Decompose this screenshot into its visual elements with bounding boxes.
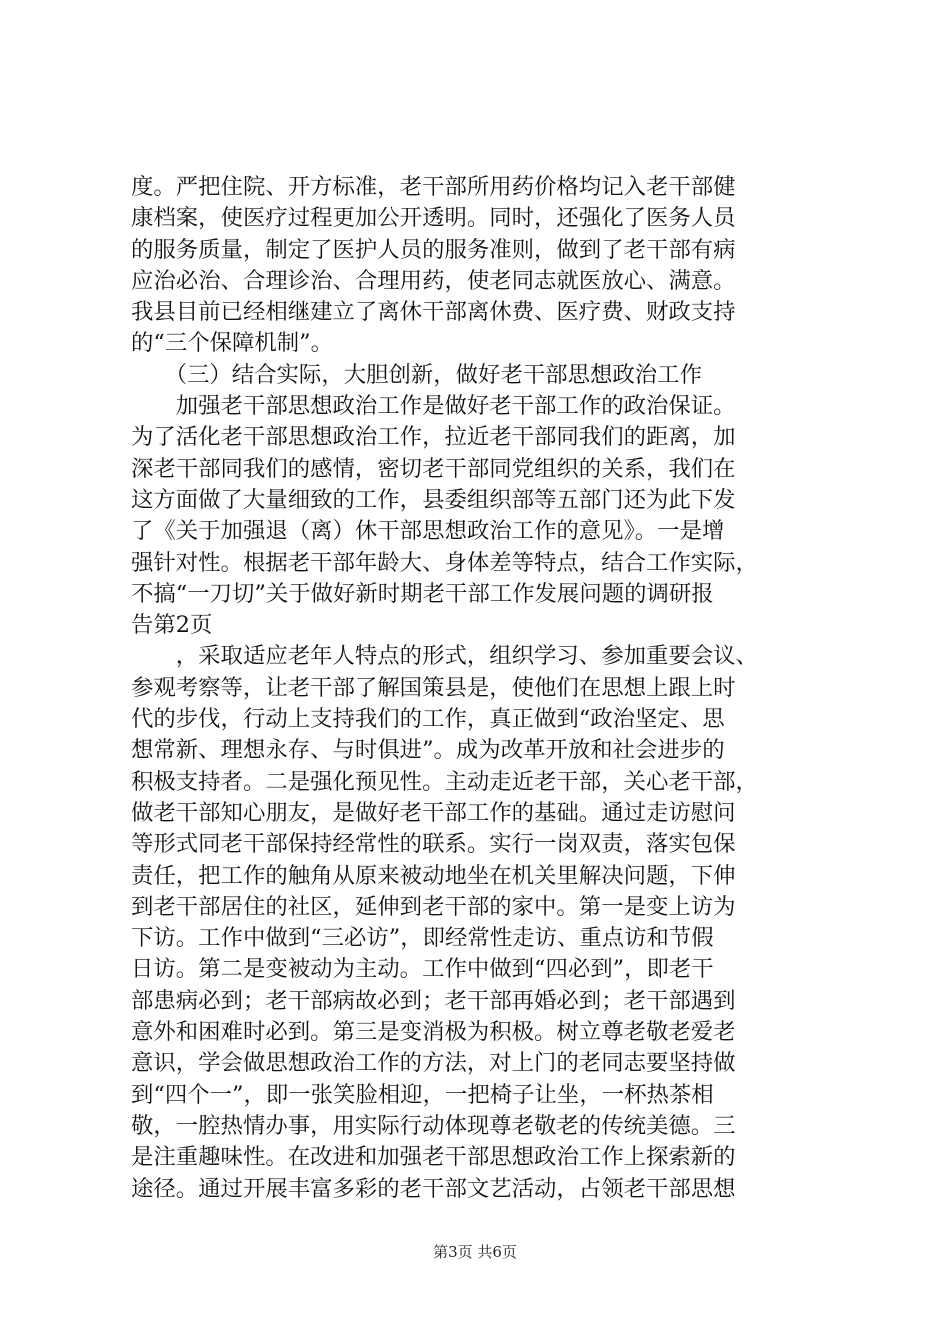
- text-line: 告第2页: [131, 612, 213, 639]
- text-line: 我县目前已经相继建立了离休干部离休费、医疗费、财政支持: [131, 299, 736, 326]
- text-line: 的“三个保障机制”。: [131, 330, 334, 357]
- text-line: 这方面做了大量细致的工作，县委组织部等五部门还为此下发: [131, 486, 736, 513]
- text-line: 了《关于加强退（离）休干部思想政治工作的意见》。一是增: [131, 518, 725, 545]
- text-line: 做老干部知心朋友，是做好老干部工作的基础。通过走访慰问: [131, 799, 736, 826]
- text-line: 意识，学会做思想政治工作的方法，对上门的老同志要坚持做: [131, 1050, 736, 1077]
- text-line: 深老干部同我们的感情，密切老干部同党组织的关系，我们在: [131, 455, 736, 482]
- text-line: 敬，一腔热情办事，用实际行动体现尊老敬老的传统美德。三: [131, 1112, 736, 1139]
- text-line: 责任，把工作的触角从原来被动地坐在机关里解决问题，下伸: [131, 862, 736, 889]
- text-line: 代的步伐，行动上支持我们的工作，真正做到“政治坚定、思: [131, 706, 725, 733]
- text-line: 日访。第二是变被动为主动。工作中做到“四必到”，即老干: [131, 956, 714, 983]
- text-line: ，采取适应老年人特点的形式，组织学习、参加重要会议、: [131, 643, 758, 670]
- text-line: 等形式同老干部保持经常性的联系。实行一岗双责，落实包保: [131, 831, 736, 858]
- page-footer: 第3页 共6页: [433, 1243, 517, 1261]
- text-line: 的服务质量，制定了医护人员的服务准则，做到了老干部有病: [131, 236, 736, 263]
- text-line: 是注重趣味性。在改进和加强老干部思想政治工作上探索新的: [131, 1144, 736, 1171]
- text-line: 度。严把住院、开方标准，老干部所用药价格均记入老干部健: [131, 174, 736, 200]
- text-line: 到“四个一”，即一张笑脸相迎，一把椅子让坐，一杯热茶相: [131, 1081, 714, 1108]
- text-line: 康档案，使医疗过程更加公开透明。同时，还强化了医务人员: [131, 205, 736, 232]
- text-line: 应治必治、合理诊治、合理用药，使老同志就医放心、满意。: [131, 267, 736, 294]
- text-line: 部患病必到；老干部病故必到；老干部再婚必到；老干部遇到: [131, 987, 736, 1014]
- document-body: [131, 172, 831, 1205]
- text-line: 下访。工作中做到“三必访”，即经常性走访、重点访和节假: [131, 925, 714, 952]
- text-line: 为了活化老干部思想政治工作，拉近老干部同我们的距离，加: [131, 424, 736, 451]
- text-line: 积极支持者。二是强化预见性。主动走近老干部，关心老干部，: [131, 768, 758, 795]
- text-line: 不搞“一刀切”关于做好新时期老干部工作发展问题的调研报: [131, 580, 714, 607]
- text-line: （三）结合实际，大胆创新，做好老干部思想政治工作: [131, 361, 702, 388]
- text-line: 意外和困难时必到。第三是变消极为积极。树立尊老敬老爱老: [131, 1019, 736, 1046]
- text-line: 途径。通过开展丰富多彩的老干部文艺活动，占领老干部思想: [131, 1175, 736, 1202]
- text-line: 想常新、理想永存、与时俱进”。成为改革开放和社会进步的: [131, 737, 725, 764]
- text-line: 强针对性。根据老干部年龄大、身体差等特点，结合工作实际，: [131, 549, 758, 576]
- text-line: 参观考察等，让老干部了解国策县是，使他们在思想上跟上时: [131, 674, 736, 701]
- text-line: 到老干部居住的社区，延伸到老干部的家中。第一是变上访为: [131, 893, 736, 920]
- text-line: 加强老干部思想政治工作是做好老干部工作的政治保证。: [131, 393, 736, 420]
